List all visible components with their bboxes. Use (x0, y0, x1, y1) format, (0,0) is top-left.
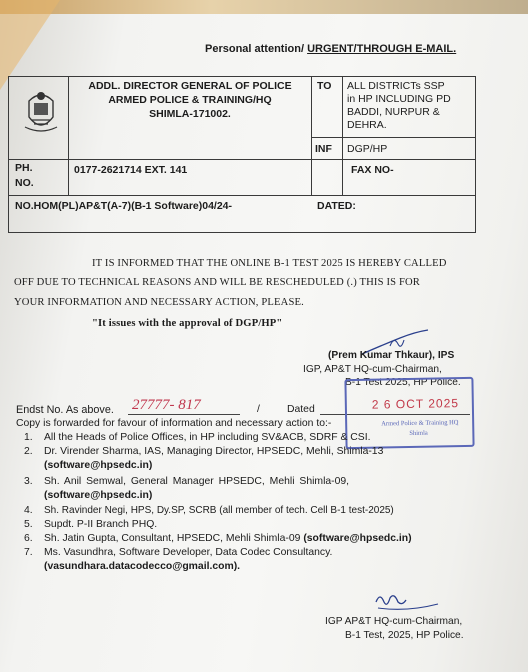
phone-number: 0177-2621714 EXT. 141 (74, 164, 188, 176)
phone-label-1: PH. (15, 162, 33, 174)
org-line-1: ADDL. DIRECTOR GENERAL OF POLICE (88, 80, 292, 92)
fax-label: FAX NO- (351, 164, 394, 176)
signature2-test: B-1 Test, 2025, HP Police. (345, 630, 464, 641)
endst-label: Endst No. As above. (16, 404, 114, 416)
stamp-city-text: Shimla (409, 429, 428, 438)
recipient-1-text: All the Heads of Police Offices, in HP including SV&ACB, SDRF & CSI. (44, 432, 371, 443)
body-line-1: IT IS INFORMED THAT THE ONLINE B-1 TEST 2025 IS HEREBY CALLED (92, 258, 447, 269)
stamp-date: 2 6 OCT 2025 (371, 396, 460, 412)
urgent-email-label: URGENT/THROUGH E-MAIL. (307, 43, 457, 55)
endst-dated-label: Dated (287, 404, 315, 415)
recipient-3-email: (software@hpsedc.in) (44, 490, 153, 501)
to-line-4: DEHRA. (347, 119, 387, 131)
to-line-1: ALL DISTRICTs SSP (347, 80, 445, 92)
reference-number: NO.HOM(PL)AP&T(A-7)(B-1 Software)04/24- (15, 200, 233, 212)
to-label: TO (317, 80, 332, 92)
recipient-6-line (44, 533, 412, 544)
recipient-7-num: 7. (24, 547, 33, 558)
recipient-3-text: Sh. Anil Semwal, General Manager HPSEDC, Mehli Shimla-09, (44, 476, 350, 487)
recipient-7-text: Ms. Vasundhra, Software Developer, Data Codec Consultancy. (44, 547, 333, 558)
endst-number-handwritten: 27777- 817 (132, 397, 201, 413)
phone-label-2: NO. (15, 177, 34, 189)
inf-value: DGP/HP (347, 143, 388, 155)
endst-slash: / (257, 404, 260, 415)
stamp-office-text: Armed Police & Training HQ (381, 419, 459, 428)
signature2-designation: IGP AP&T HQ-cum-Chairman, (325, 616, 463, 627)
signatory-test: B-1 Test 2025, HP Police. (345, 377, 461, 388)
state-emblem-icon (21, 87, 61, 135)
recipient-3-num: 3. (24, 476, 33, 487)
copy-forward-line: Copy is forwarded for favour of information and necessary action to:- (16, 418, 332, 429)
recipient-6-email: (software@hpsedc.in) (303, 533, 412, 544)
org-line-3: SHIMLA-171002. (149, 108, 231, 120)
recipient-7-email: (vasundhara.datacodecco@gmail.com). (44, 561, 241, 572)
dated-label: DATED: (317, 200, 356, 212)
second-signature-icon (372, 588, 442, 614)
recipient-2-text: Dr. Virender Sharma, IAS, Managing Director, HPSEDC, Mehli, Shimla-13 (44, 446, 384, 457)
recipient-4-num: 4. (24, 505, 33, 516)
recipient-5-num: 5. (24, 519, 33, 530)
body-line-3: YOUR INFORMATION AND NECESSARY ACTION, PLEASE. (14, 297, 304, 308)
attention-prefix: Personal attention/ (205, 43, 305, 55)
to-line-2: in HP INCLUDING PD (347, 93, 451, 105)
endst-underline (128, 414, 240, 415)
recipient-2-num: 2. (24, 446, 33, 457)
recipient-4-text: Sh. Ravinder Negi, HPS, Dy.SP, SCRB (all member of tech. Cell B-1 test-2025) (44, 505, 394, 516)
recipient-5-text: Supdt. P-II Branch PHQ. (44, 519, 158, 530)
recipient-2-email: (software@hpsedc.in) (44, 460, 153, 471)
signatory-designation: IGP, AP&T HQ-cum-Chairman, (303, 364, 442, 375)
to-line-3: BADDI, NURPUR & (347, 106, 440, 118)
recipient-6-num: 6. (24, 533, 33, 544)
inf-label: INF (315, 143, 332, 155)
org-line-2: ARMED POLICE & TRAINING/HQ (108, 94, 272, 106)
background-strip (0, 0, 528, 14)
attention-line (205, 43, 456, 55)
letterhead-table (8, 76, 476, 233)
body-line-2: OFF DUE TO TECHNICAL REASONS AND WILL BE RESCHEDULED (.) THIS IS FOR (14, 277, 421, 288)
approval-note: "It issues with the approval of DGP/HP" (92, 318, 283, 329)
signatory-name: (Prem Kumar Thkaur), IPS (328, 350, 455, 361)
recipient-1-num: 1. (24, 432, 33, 443)
recipient-6-text: Sh. Jatin Gupta, Consultant, HPSEDC, Mehli Shimla-09 (44, 533, 304, 544)
